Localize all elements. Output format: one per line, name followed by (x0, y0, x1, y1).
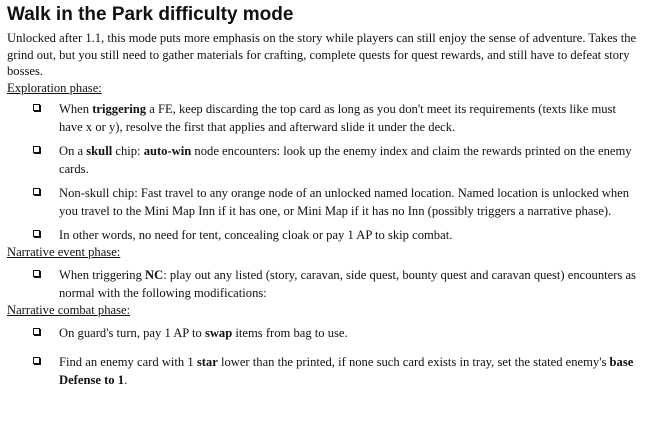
exploration-list (7, 100, 639, 244)
section-heading-narrative-combat: Narrative combat phase: (7, 302, 131, 317)
narrative-event-list (7, 266, 639, 302)
checkbox-bullet-icon (33, 328, 40, 335)
list-item: When triggering a FE, keep discarding the top card as long as you don't meet its requirements (texts like must have x or y), resolve the first that applies and afterward slide it under the deck. (7, 100, 639, 136)
checkbox-bullet-icon (33, 230, 40, 237)
section-heading-narrative-event: Narrative event phase: (7, 245, 121, 259)
checkbox-bullet-icon (33, 188, 40, 195)
narrative-combat-list (7, 324, 639, 389)
checkbox-bullet-icon (33, 146, 40, 153)
list-item: When triggering NC: play out any listed (story, caravan, side quest, bounty quest and caravan quest) encounters as normal with the following modifications: (7, 266, 639, 302)
list-item: In other words, no need for tent, concealing cloak or pay 1 AP to skip combat. (7, 226, 639, 244)
list-item: On guard's turn, pay 1 AP to swap items from bag to use. (7, 324, 639, 342)
document-page (7, 4, 639, 389)
list-item: Non-skull chip: Fast travel to any orange node of an unlocked named location. Named location is unlocked when you travel to the Mini Map Inn if it has one, or Mini Map if it has no Inn (possibly triggers a narrative phase). (7, 184, 639, 220)
section-heading-exploration: Exploration phase: (7, 80, 102, 95)
document-title: Walk in the Park difficulty mode (7, 4, 294, 25)
checkbox-bullet-icon (33, 104, 40, 111)
checkbox-bullet-icon (33, 270, 40, 277)
intro-paragraph: Unlocked after 1.1, this mode puts more emphasis on the story while players can still enjoy the sense of adventure. Takes the grind out, but you still need to gather materials for crafting, complete quests for quest rewards, and still have to defeat story bosses. (7, 31, 637, 78)
checkbox-bullet-icon (33, 357, 40, 364)
list-item: Find an enemy card with 1 star lower than the printed, if none such card exists in tray, set the stated enemy's base Defense to 1. (7, 353, 639, 389)
list-item: On a skull chip: auto-win node encounters: look up the enemy index and claim the rewards printed on the enemy cards. (7, 142, 639, 178)
